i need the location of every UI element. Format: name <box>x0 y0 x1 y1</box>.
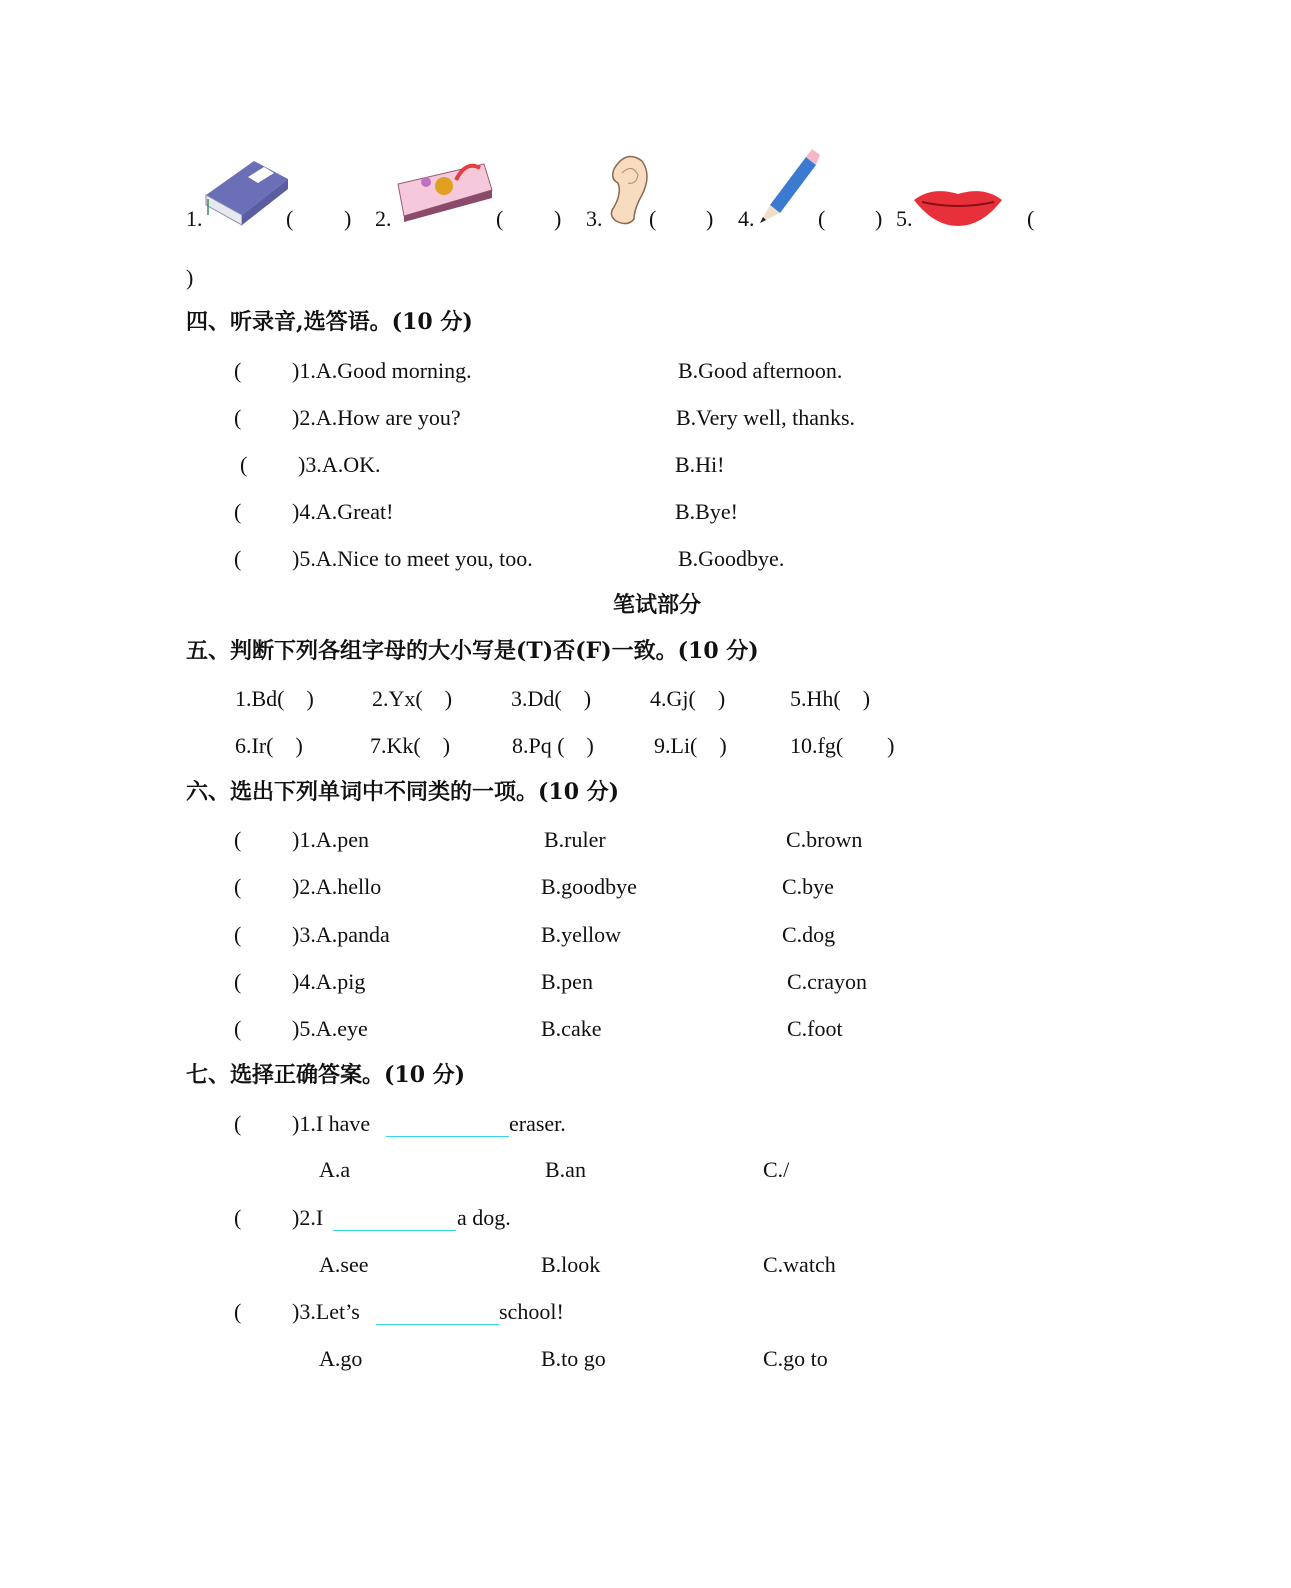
s4-q5: )5.A.Nice to meet you, too. <box>292 546 533 571</box>
s6-q3-a: )3.A.panda <box>292 922 390 947</box>
section6-title: 六、选出下列单词中不同类的一项。(10 分) <box>186 779 620 805</box>
paren-close-5: ) <box>186 265 194 290</box>
answer-paren: ( <box>234 922 242 947</box>
section7-title: 七、选择正确答案。(10 分) <box>186 1062 466 1088</box>
answer-paren: ( <box>234 874 242 899</box>
s5-item: 7.Kk( ) <box>370 733 451 758</box>
s4-q2: )2.A.How are you? <box>292 405 461 430</box>
s6-q3-b: B.yellow <box>541 922 622 947</box>
pic-num-1: 1. <box>186 206 203 231</box>
lips-icon <box>912 186 1004 228</box>
paren-close-3: ) <box>706 206 714 231</box>
answer-paren: ( <box>234 1205 242 1230</box>
paren-open-3: ( <box>649 206 657 231</box>
s6-q1-c: C.brown <box>786 827 863 852</box>
pencil-icon <box>756 147 822 227</box>
answer-paren: ( <box>234 1111 242 1136</box>
s7-q2-c: C.watch <box>763 1252 836 1277</box>
s6-q2-c: C.bye <box>782 874 834 899</box>
paren-open-5: ( <box>1027 206 1035 231</box>
s5-item: 3.Dd( ) <box>511 686 592 711</box>
s7-q2-a: A.see <box>319 1252 369 1277</box>
s6-q3-c: C.dog <box>782 922 836 947</box>
s7-q3-pre: )3.Let’s <box>292 1299 360 1324</box>
s7-q1-post: eraser. <box>509 1111 566 1136</box>
pic-num-3: 3. <box>586 206 603 231</box>
s4-q2-b: B.Very well, thanks. <box>676 405 856 430</box>
paren-close-1: ) <box>344 206 352 231</box>
s7-q1-c: C./ <box>763 1157 790 1182</box>
s6-q4-a: )4.A.pig <box>292 969 366 994</box>
s6-q5-b: B.cake <box>541 1016 602 1041</box>
pic-num-5: 5. <box>896 206 913 231</box>
answer-paren: ( <box>234 1299 242 1324</box>
pic-num-2: 2. <box>375 206 392 231</box>
s7-q3-a: A.go <box>319 1346 363 1371</box>
answer-paren: ( <box>234 405 242 430</box>
answer-paren: ( <box>234 827 242 852</box>
s4-q1: )1.A.Good morning. <box>292 358 472 383</box>
answer-paren: ( <box>234 358 242 383</box>
paren-open-4: ( <box>818 206 826 231</box>
paren-open-1: ( <box>286 206 294 231</box>
answer-paren: ( <box>234 1016 242 1041</box>
s7-q1-pre: )1.I have <box>292 1111 371 1136</box>
answer-paren: ( <box>234 499 242 524</box>
s4-q4-b: B.Bye! <box>675 499 738 524</box>
written-part-title: 笔试部分 <box>613 592 702 618</box>
s7-q2-blank <box>333 1230 456 1231</box>
s5-item: 9.Li( ) <box>654 733 727 758</box>
s6-q5-a: )5.A.eye <box>292 1016 368 1041</box>
s7-q1-a: A.a <box>319 1157 351 1182</box>
s6-q5-c: C.foot <box>787 1016 843 1041</box>
ear-icon <box>604 153 650 227</box>
s6-q1-a: )1.A.pen <box>292 827 369 852</box>
s7-q2-pre: )2.I <box>292 1205 324 1230</box>
s7-q1-blank <box>386 1136 509 1137</box>
s7-q2-post: a dog. <box>457 1205 511 1230</box>
s4-q3: )3.A.OK. <box>298 452 381 477</box>
paren-open-2: ( <box>496 206 504 231</box>
section5-title: 五、判断下列各组字母的大小写是(T)否(F)一致。(10 分) <box>186 638 759 664</box>
answer-paren: ( <box>240 452 248 477</box>
s5-item: 4.Gj( ) <box>650 686 726 711</box>
answer-paren: ( <box>234 969 242 994</box>
s7-q3-blank <box>376 1324 499 1325</box>
s5-item: 2.Yx( ) <box>372 686 453 711</box>
s5-item: 5.Hh( ) <box>790 686 871 711</box>
paren-close-4: ) <box>875 206 883 231</box>
s5-item: 10.fg( ) <box>790 733 895 758</box>
s5-item: 6.Ir( ) <box>235 733 303 758</box>
s7-q2-b: B.look <box>541 1252 601 1277</box>
s5-item: 1.Bd( ) <box>235 686 314 711</box>
s7-q3-c: C.go to <box>763 1346 828 1371</box>
s5-item: 8.Pq ( ) <box>512 733 594 758</box>
book-icon <box>202 157 290 227</box>
s6-q2-a: )2.A.hello <box>292 874 382 899</box>
s7-q3-post: school! <box>499 1299 564 1324</box>
s4-q3-b: B.Hi! <box>675 452 725 477</box>
s4-q4: )4.A.Great! <box>292 499 394 524</box>
s7-q3-b: B.to go <box>541 1346 606 1371</box>
paren-close-2: ) <box>554 206 562 231</box>
answer-paren: ( <box>234 546 242 571</box>
s6-q4-c: C.crayon <box>787 969 868 994</box>
pencil-case-icon <box>394 160 496 226</box>
s4-q5-b: B.Goodbye. <box>678 546 785 571</box>
s6-q2-b: B.goodbye <box>541 874 637 899</box>
section4-title: 四、听录音,选答语。(10 分) <box>186 309 473 335</box>
s4-q1-b: B.Good afternoon. <box>678 358 843 383</box>
s6-q1-b: B.ruler <box>544 827 606 852</box>
s7-q1-b: B.an <box>545 1157 586 1182</box>
pic-num-4: 4. <box>738 206 755 231</box>
s6-q4-b: B.pen <box>541 969 593 994</box>
